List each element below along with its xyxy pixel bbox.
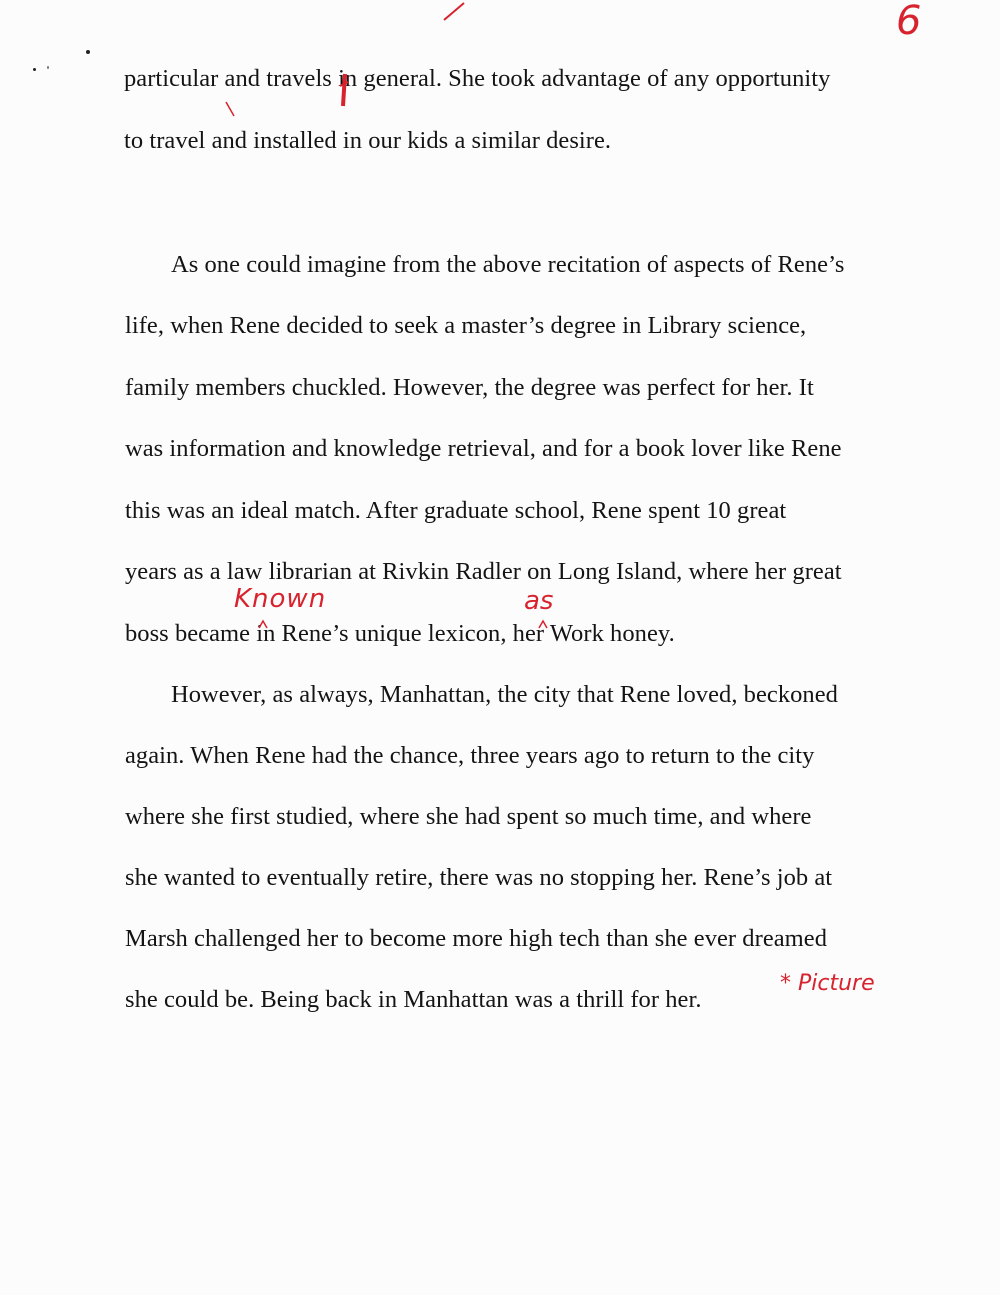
text-line-6: was information and knowledge retrieval, and for a book lover like Rene bbox=[125, 435, 842, 462]
page-number-annotation: 6 bbox=[896, 0, 922, 44]
insert-known-annotation: Known bbox=[234, 584, 327, 614]
caret-mark-icon bbox=[224, 100, 238, 120]
text-line-11: again. When Rene had the chance, three years ago to return to the city bbox=[125, 742, 815, 769]
text-line-8: years as a law librarian at Rivkin Radler on Long Island, where her great bbox=[125, 558, 842, 585]
text-line-2: to travel and installed in our kids a similar desire. bbox=[124, 127, 612, 154]
text-line-1: particular and travels in general. She took advantage of any opportunity bbox=[124, 65, 831, 92]
text-line-3: As one could imagine from the above recitation of aspects of Rene’s bbox=[171, 251, 845, 278]
text-line-9: boss became in Rene’s unique lexicon, her Work honey. bbox=[125, 620, 675, 647]
text-line-5: family members chuckled. However, the degree was perfect for her. It bbox=[125, 374, 814, 401]
stray-mark bbox=[86, 50, 90, 54]
text-line-4: life, when Rene decided to seek a master’s degree in Library science, bbox=[125, 312, 807, 339]
stray-mark bbox=[47, 66, 49, 69]
deletion-mark-icon bbox=[336, 72, 352, 108]
picture-note-annotation: * Picture bbox=[780, 971, 875, 996]
stray-mark bbox=[33, 68, 36, 71]
text-line-14: Marsh challenged her to become more high tech than she ever dreamed bbox=[125, 925, 827, 952]
text-line-10: However, as always, Manhattan, the city that Rene loved, beckoned bbox=[171, 681, 838, 708]
insert-caret-icon bbox=[257, 618, 271, 632]
insert-caret-icon bbox=[537, 618, 551, 632]
text-line-15: she could be. Being back in Manhattan was a thrill for her. bbox=[125, 986, 702, 1013]
text-line-13: she wanted to eventually retire, there was no stopping her. Rene’s job at bbox=[125, 864, 833, 891]
edit-mark-icon bbox=[440, 0, 470, 24]
text-line-7: this was an ideal match. After graduate school, Rene spent 10 great bbox=[125, 497, 787, 524]
insert-as-annotation: as bbox=[524, 586, 554, 616]
text-line-12: where she first studied, where she had spent so much time, and where bbox=[125, 803, 812, 830]
